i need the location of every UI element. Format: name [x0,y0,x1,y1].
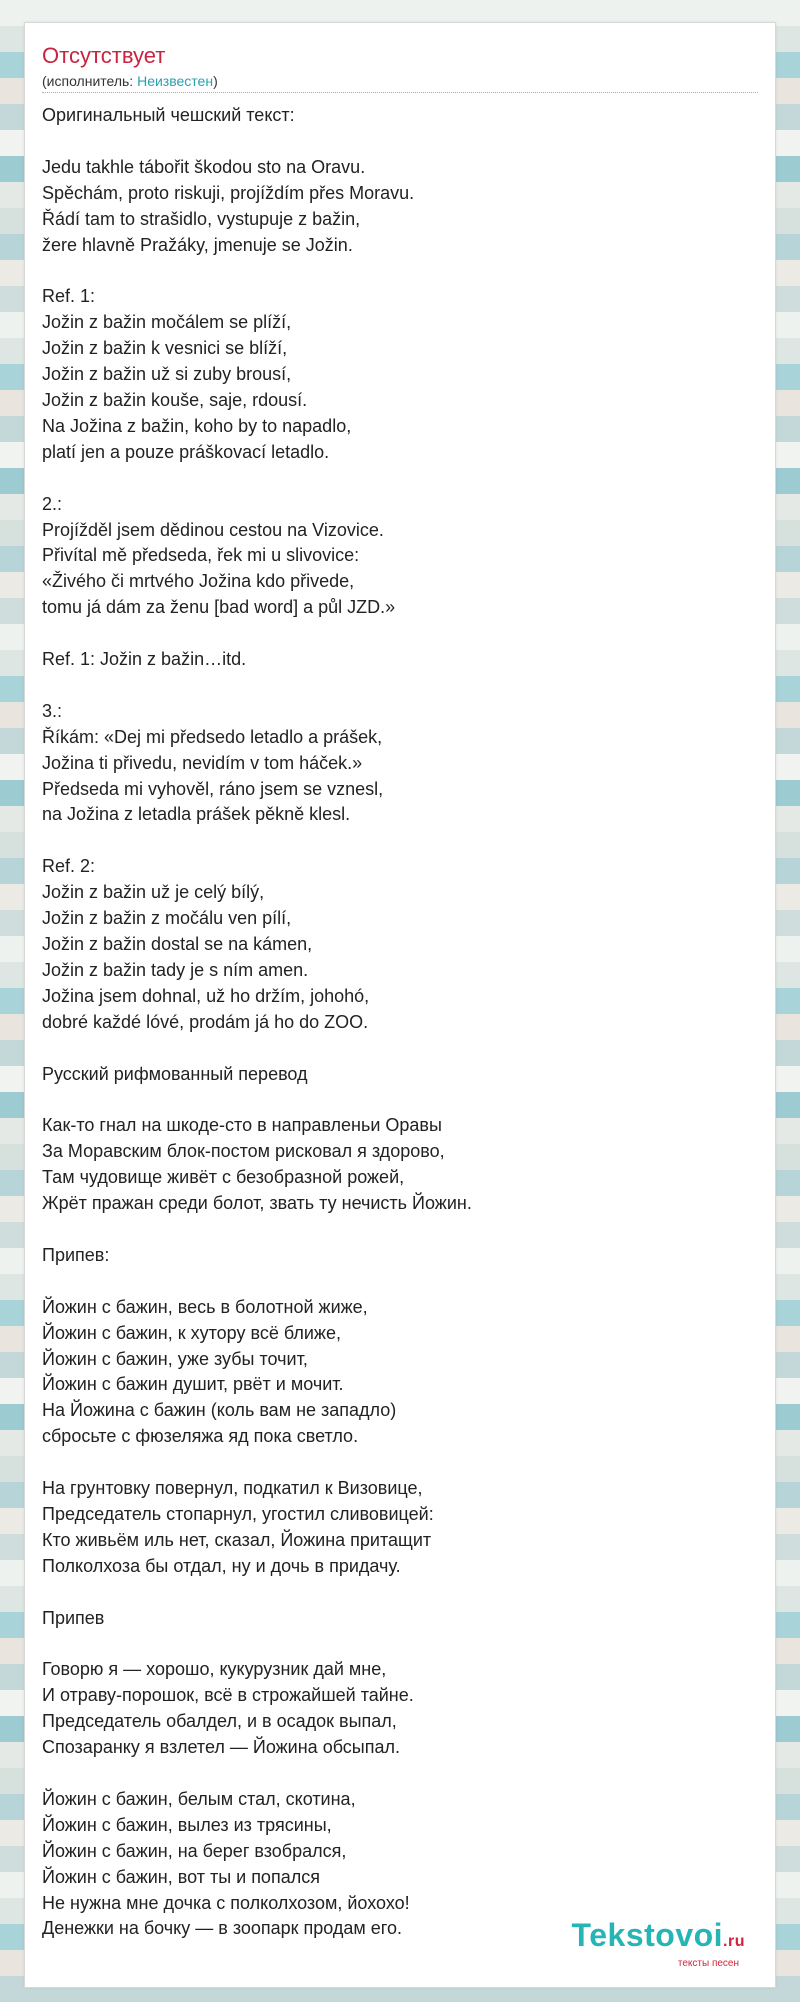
lyrics-card [24,22,776,1988]
logo-tagline: тексты песен [677,1958,739,1969]
site-logo[interactable] [571,1917,745,1969]
performer-prefix: (исполнитель: [42,73,138,89]
logo-tld: .ru [723,1933,745,1950]
song-title: Отсутствует [42,43,166,68]
logo-wordmark [571,1917,745,1957]
logo-name: Tekstovoi [571,1917,724,1953]
performer-suffix: ) [213,73,218,89]
lyrics-text: Оригинальный чешский текст: Jedu takhle tábořit škodou sto na Oravu. Spěchám, proto riskuji, projíždím přes Moravu. Řádí tam to strašidlo, vystupuje z bažin, žere hlavně Pražáky, jmenuje se Jožin. Ref. 1: Jožin z bažin močálem se plíží, Jožin z bažin k vesnici se blíží, Jožin z bažin už si zuby brousí, Jožin z bažin kouše, saje, rdousí. Na Jožina z bažin, koho by to napadlo, platí jen a pouze práškovací letadlo. 2.: Projížděl jsem dědinou cestou na Vizovice. Přivítal mě předseda, řek mi u slivovice: «Živého či mrtvého Jožina kdo přivede, tomu já dám za ženu [bad word] a půl JZD.» Ref. 1: Jožin z bažin…itd. 3.: Říkám: «Dej mi předsedo letadlo a prášek, Jožina ti přivedu, nevidím v tom háček.» Předseda mi vyhověl, ráno jsem se vznesl, na Jožina z letadla prášek pěkně klesl. Ref. 2: Jožin z bažin už je celý bílý, Jožin z bažin z močálu ven pílí, Jožin z bažin dostal se na kámen, Jožin z bažin tady je s ním amen. Jožina jsem dohnal, už ho držím, johohó, dobré každé lóvé, prodám já ho do ZOO. Русский рифмованный перевод Как-то гнал на шкоде-сто в направленьи Оравы За Моравским блок-постом рисковал я здорово, Там чудовище живёт с безобразной рожей, Жрёт пражан среди болот, звать ту нечисть Йожин. Припев: Йожин с бажин, весь в болотной жиже, Йожин с бажин, к хутору всё ближе, Йожин с бажин, уже зубы точит, Йожин с бажин душит, рвёт и мочит. На Йожина с бажин (коль вам не западло) сбросьте с фюзеляжа яд пока светло. На грунтовку повернул, подкатил к Визовице, Председатель стопарнул, угостил сливовицей: Кто живьём иль нет, сказал, Йожина притащит Полколхоза бы отдал, ну и дочь в придачу. Припев Говорю я — хорошо, кукурузник дай мне, И отраву-порошок, всё в строжайшей тайне. Председатель обалдел, и в осадок выпал, Спозаранку я взлетел — Йожина обсыпал. Йожин с бажин, белым стал, скотина, Йожин с бажин, вылез из трясины, Йожин с бажин, на берег взобрался, Йожин с бажин, вот ты и попался Не нужна мне дочка с полколхозом, йохохо! Денежки на бочку — в зоопарк продам его. [42,105,472,1939]
performer-link[interactable]: Неизвестен [137,73,214,89]
performer-line [42,73,218,89]
title-divider [42,92,758,93]
